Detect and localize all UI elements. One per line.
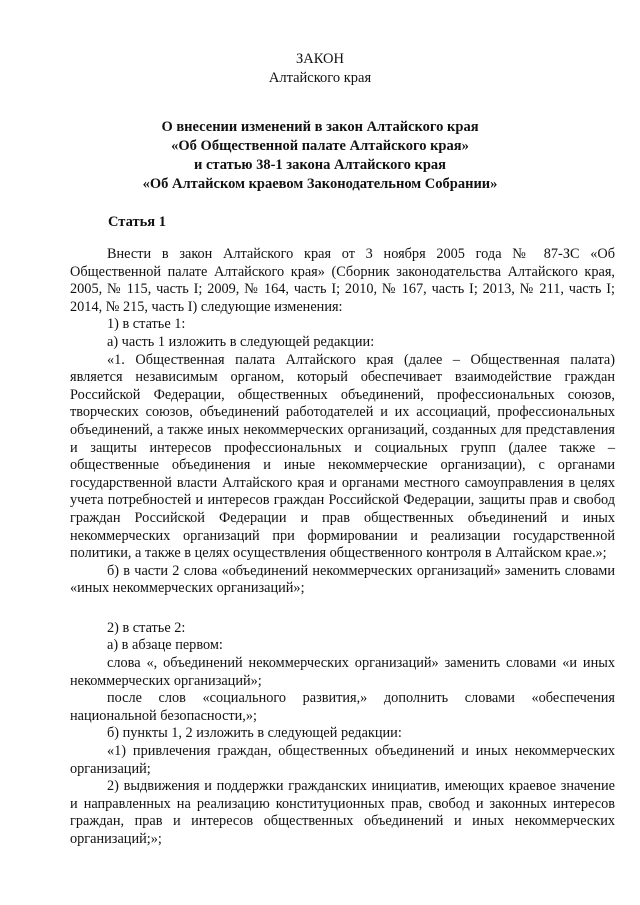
header-region: Алтайского края xyxy=(268,70,372,86)
article-body xyxy=(70,246,615,849)
intro-paragraph: Внести в закон Алтайского края от 3 ноября 2005 года № 87-ЗС «Об Общественной палате Алтайского края» (Сборник законодательства Алтайского края, 2005, № 115, часть I; 2009, № 164, часть I; 2010, № 167, часть I; 2013, № 211, часть I; 2014, № 215, часть I) следующие изменения: xyxy=(70,246,615,315)
document-title xyxy=(0,118,640,194)
item-1b-text: б) в части 2 слова «объединений некоммерческих организаций» заменить словами «иных некоммерческих организаций»; xyxy=(70,562,615,597)
item-2-heading: 2) в статье 2: xyxy=(107,619,186,636)
title-line-1: О внесении изменений в закон Алтайского края xyxy=(161,119,479,135)
document-header xyxy=(0,50,640,88)
title-line-2: «Об Общественной палате Алтайского края» xyxy=(171,138,469,154)
item-2b-heading: б) пункты 1, 2 изложить в следующей редакции: xyxy=(107,725,402,742)
item-2a-change-2: после слов «социального развития,» дополнить словами «обеспечения национальной безопасности,»; xyxy=(70,690,615,724)
item-2a-change-1: слова «, объединений некоммерческих организаций» заменить словами «и иных некоммерческих организаций»; xyxy=(70,655,615,689)
header-law-label: ЗАКОН xyxy=(296,51,344,67)
article-heading: Статья 1 xyxy=(108,214,166,230)
new-part-1-text: «1. Общественная палата Алтайского края (далее – Общественная палата) является независимым органом, который обеспечивает взаимодействие граждан Российской Федерации, общественных объединений, профессиональных союзов, творческих союзов, объединений работодателей и их ассоциаций, профессиональных объединений, а также иных некоммерческих организаций, созданных для представления и защиты интересов профессиональных и социальных групп (далее также – общественные объединения и иные некоммерческие организации), с органами государственной власти Алтайского края и органами местного самоуправления в целях учета потребностей и интересов граждан Российской Федерации, защиты прав и свобод граждан Российской Федерации и прав общественных объединений и иных некоммерческих организаций при формировании и реализации государственной политики, а также в целях осуществления общественного контроля в Алтайском крае.»; xyxy=(70,351,615,562)
item-2a-heading: а) в абзаце первом: xyxy=(107,637,223,654)
title-line-4: «Об Алтайском краевом Законодательном Собрании» xyxy=(142,176,498,192)
item-1a-heading: а) часть 1 изложить в следующей редакции: xyxy=(107,333,375,350)
title-line-3: и статью 38-1 закона Алтайского края xyxy=(194,157,446,173)
new-point-2-text: 2) выдвижения и поддержки гражданских инициатив, имеющих краевое значение и направленных на реализацию конституционных прав, свобод и законных интересов граждан, прав и интересов общественных объединений и иных некоммерческих организаций;»; xyxy=(70,778,615,847)
item-1-heading: 1) в статье 1: xyxy=(107,316,186,333)
new-point-1-text: «1) привлечения граждан, общественных объединений и иных некоммерческих организаций; xyxy=(70,743,615,777)
